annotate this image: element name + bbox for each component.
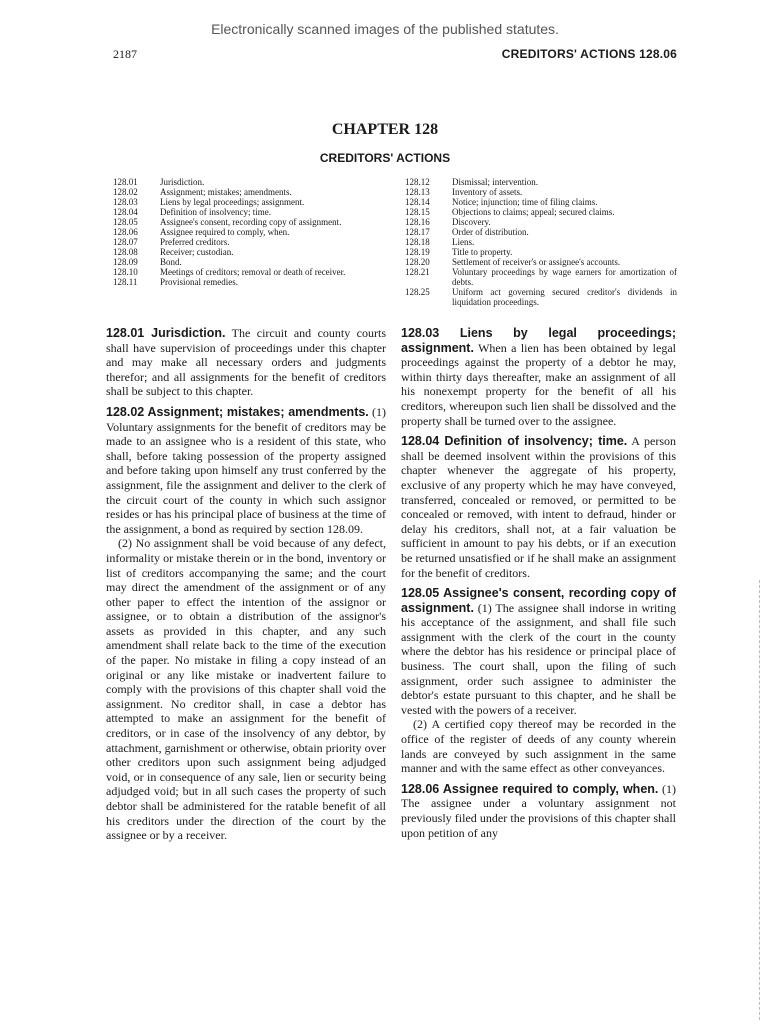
toc-entry: [405, 187, 677, 197]
toc-title: Bond.: [160, 257, 182, 267]
section-paragraph: (2) A certified copy thereof may be recorded in the office of the register of deeds of any county wherein lands are conveyed by such assignment in the same manner and with the same effect as other conveyances.: [401, 717, 676, 776]
toc-title: Settlement of receiver's or assignee's accounts.: [452, 257, 621, 267]
section-heading: 128.06 Assignee required to comply, when.: [401, 781, 659, 796]
toc-entry: [405, 207, 677, 217]
scan-banner: Electronically scanned images of the published statutes.: [211, 21, 559, 37]
toc-title: Dismissal; intervention.: [452, 177, 538, 187]
toc-title: Inventory of assets.: [452, 187, 523, 197]
toc-title: Meetings of creditors; removal or death of receiver.: [160, 267, 346, 277]
toc-entry: [113, 197, 388, 207]
toc-title: Liens by legal proceedings; assignment.: [160, 197, 305, 207]
section-heading: 128.05 Assignee's consent, recording copy of assignment.: [401, 586, 676, 615]
toc-title: Title to property.: [452, 247, 513, 257]
toc-entry: [405, 217, 677, 227]
toc-title: Provisional remedies.: [160, 277, 238, 287]
toc-title: Uniform act governing secured creditor's dividends in liquidation proceedings.: [452, 287, 677, 307]
toc-number: 128.09: [113, 257, 138, 267]
toc-title: Liens.: [452, 237, 475, 247]
body-right-column: [401, 326, 676, 846]
section-paragraph: [401, 586, 676, 717]
toc-number: 128.19: [405, 247, 430, 257]
toc-entry: [113, 237, 388, 247]
section-paragraph: (2) No assignment shall be void because of any defect, informality or mistake therein or in the bond, inventory or list of creditors accompanying the same; and the court may direct the amendment of the assignment or of any other paper to effect the intention of the assignor or assignee, or to obtain a distribution of the assignor's assets as provided in this chapter, and any such amendment shall relate back to the time of the execution of the paper. No mistake in filing a copy instead of an original or any like mistake or inadvertent failure to comply with the provisions of this chapter shall void the assignment. No creditor shall, in case a debtor has attempted to make an assignment for the benefit of creditors, or in case of the insolvency of any debtor, by attachment, garnishment or otherwise, obtain priority over other creditors upon such assignment being adjudged void, or in consequence of any sale, lien or security being adjudged void; but in all such cases the property of such debtor shall be administered for the ratable benefit of all his creditors under the direction of the court by the assignee or by a receiver.: [106, 536, 386, 843]
toc-title: Preferred creditors.: [160, 237, 230, 247]
section-128-06: [401, 782, 676, 840]
toc-number: 128.10: [113, 267, 138, 277]
toc-title: Notice; injunction; time of filing claims.: [452, 197, 598, 207]
toc-number: 128.12: [405, 177, 430, 187]
toc-number: 128.02: [113, 187, 138, 197]
section-128-03: [401, 326, 676, 428]
toc-title: Assignment; mistakes; amendments.: [160, 187, 292, 197]
section-heading: 128.02 Assignment; mistakes; amendments.: [106, 404, 369, 419]
toc-title: Objections to claims; appeal; secured claims.: [452, 207, 615, 217]
toc-number: 128.13: [405, 187, 430, 197]
toc-entry: [113, 217, 388, 227]
toc-title: Assignee's consent, recording copy of assignment.: [160, 217, 342, 227]
section-text: The circuit and county courts shall have supervision of proceedings under this chapter and may make all necessary orders and judgments therefor; and all assignments for the benefit of creditors shall be subject to this chapter.: [106, 326, 386, 399]
toc-number: 128.14: [405, 197, 430, 207]
running-head: CREDITORS' ACTIONS 128.06: [501, 47, 677, 61]
toc-number: 128.16: [405, 217, 430, 227]
toc-entry: [113, 227, 388, 237]
toc-number: 128.07: [113, 237, 138, 247]
toc-number: 128.21: [405, 267, 430, 277]
section-text: When a lien has been obtained by legal proceedings against the property of a debtor he may, within thirty days thereafter, make an assignment of all his nonexempt property for the benefit of all his creditors, whereupon such lien shall be dissolved and the property shall be turned over to the assignee.: [401, 340, 676, 428]
section-paragraph: [401, 782, 676, 840]
toc-number: 128.06: [113, 227, 138, 237]
toc-entry: [113, 207, 388, 217]
toc-entry: [113, 187, 388, 197]
toc-title: Jurisdiction.: [160, 177, 205, 187]
toc-entry: [405, 177, 677, 187]
section-text: (1) The assignee under a voluntary assignment not previously filed under the provisions of this chapter shall upon petition of any: [401, 781, 676, 840]
chapter-subtitle: CREDITORS' ACTIONS: [319, 151, 451, 165]
toc-number: 128.04: [113, 207, 138, 217]
section-paragraph: [106, 326, 386, 399]
section-text: (1) The assignee shall indorse in writing his acceptance of the assignment, and shall file such assignment with the clerk of the court in the county where the debtor has his residence or principal place of business. The court shall, upon the filing of such assignment, order such assignee to administer the debtor's estate pursuant to this chapter, and he shall be vested with the powers of a receiver.: [401, 600, 676, 717]
section-128-04: [401, 434, 676, 580]
toc-entry: [113, 257, 388, 267]
toc-number: 128.08: [113, 247, 138, 257]
toc-entry: [113, 247, 388, 257]
scan-edge-artifact: [758, 580, 760, 1020]
toc-title: Discovery.: [452, 217, 491, 227]
toc-number: 128.11: [113, 277, 138, 287]
toc-entry: [405, 227, 677, 237]
toc-number: 128.15: [405, 207, 430, 217]
toc-entry: [405, 267, 677, 287]
toc-entry: [405, 257, 677, 267]
toc-entry: [113, 277, 388, 287]
toc-entry: [113, 177, 388, 187]
toc-entry: [405, 287, 677, 307]
section-128-05: [401, 586, 676, 776]
toc-entry: [405, 247, 677, 257]
toc-title: Definition of insolvency; time.: [160, 207, 271, 217]
chapter-title: CHAPTER 128: [331, 121, 439, 138]
toc-number: 128.05: [113, 217, 138, 227]
toc-number: 128.01: [113, 177, 138, 187]
toc-title: Assignee required to comply, when.: [160, 227, 290, 237]
toc-number: 128.25: [405, 287, 430, 297]
section-heading: 128.01 Jurisdiction.: [106, 326, 226, 340]
section-paragraph: [401, 326, 676, 428]
section-text: (1) Voluntary assignments for the benefit of creditors may be made to an assignee who is a resident of this state, who shall, before taking possession of the property assigned and before taking upon himself any trust conferred by the assignment, file the assignment and deliver to the clerk of the circuit court of the county in which such assignor resides or has his principal place of business at the time of the assignment, a bond as required by section 128.09.: [106, 404, 387, 536]
section-128-01: [106, 326, 386, 399]
section-heading: 128.03 Liens by legal proceedings; assignment.: [401, 326, 676, 355]
section-heading: 128.04 Definition of insolvency; time.: [401, 434, 628, 449]
toc-title: Receiver; custodian.: [160, 247, 234, 257]
toc-number: 128.17: [405, 227, 430, 237]
section-paragraph: [401, 434, 676, 580]
section-text: A person shall be deemed insolvent within the provisions of this chapter whenever the aggregate of his property, exclusive of any property which he may have conveyed, transferred, concealed or removed, or permitted to be concealed or removed, with intent to defraud, hinder or delay his creditors, shall not, at a fair valuation be sufficient in amount to pay his debts, or if an execution be returned unsatisfied or if he shall make an assignment for the benefit of creditors.: [401, 434, 676, 580]
toc-entry: [405, 197, 677, 207]
section-paragraph: [106, 405, 386, 536]
toc-number: 128.20: [405, 257, 430, 267]
page-number: 2187: [113, 47, 137, 61]
toc-entry: [405, 237, 677, 247]
toc-title: Voluntary proceedings by wage earners for amortization of debts.: [452, 267, 677, 287]
toc-right-column: [405, 177, 677, 307]
toc-number: 128.18: [405, 237, 430, 247]
toc-title: Order of distribution.: [452, 227, 529, 237]
body-left-column: [106, 326, 386, 849]
toc-left-column: [113, 177, 388, 287]
toc-entry: [113, 267, 388, 277]
toc-number: 128.03: [113, 197, 138, 207]
section-128-02: [106, 405, 386, 843]
